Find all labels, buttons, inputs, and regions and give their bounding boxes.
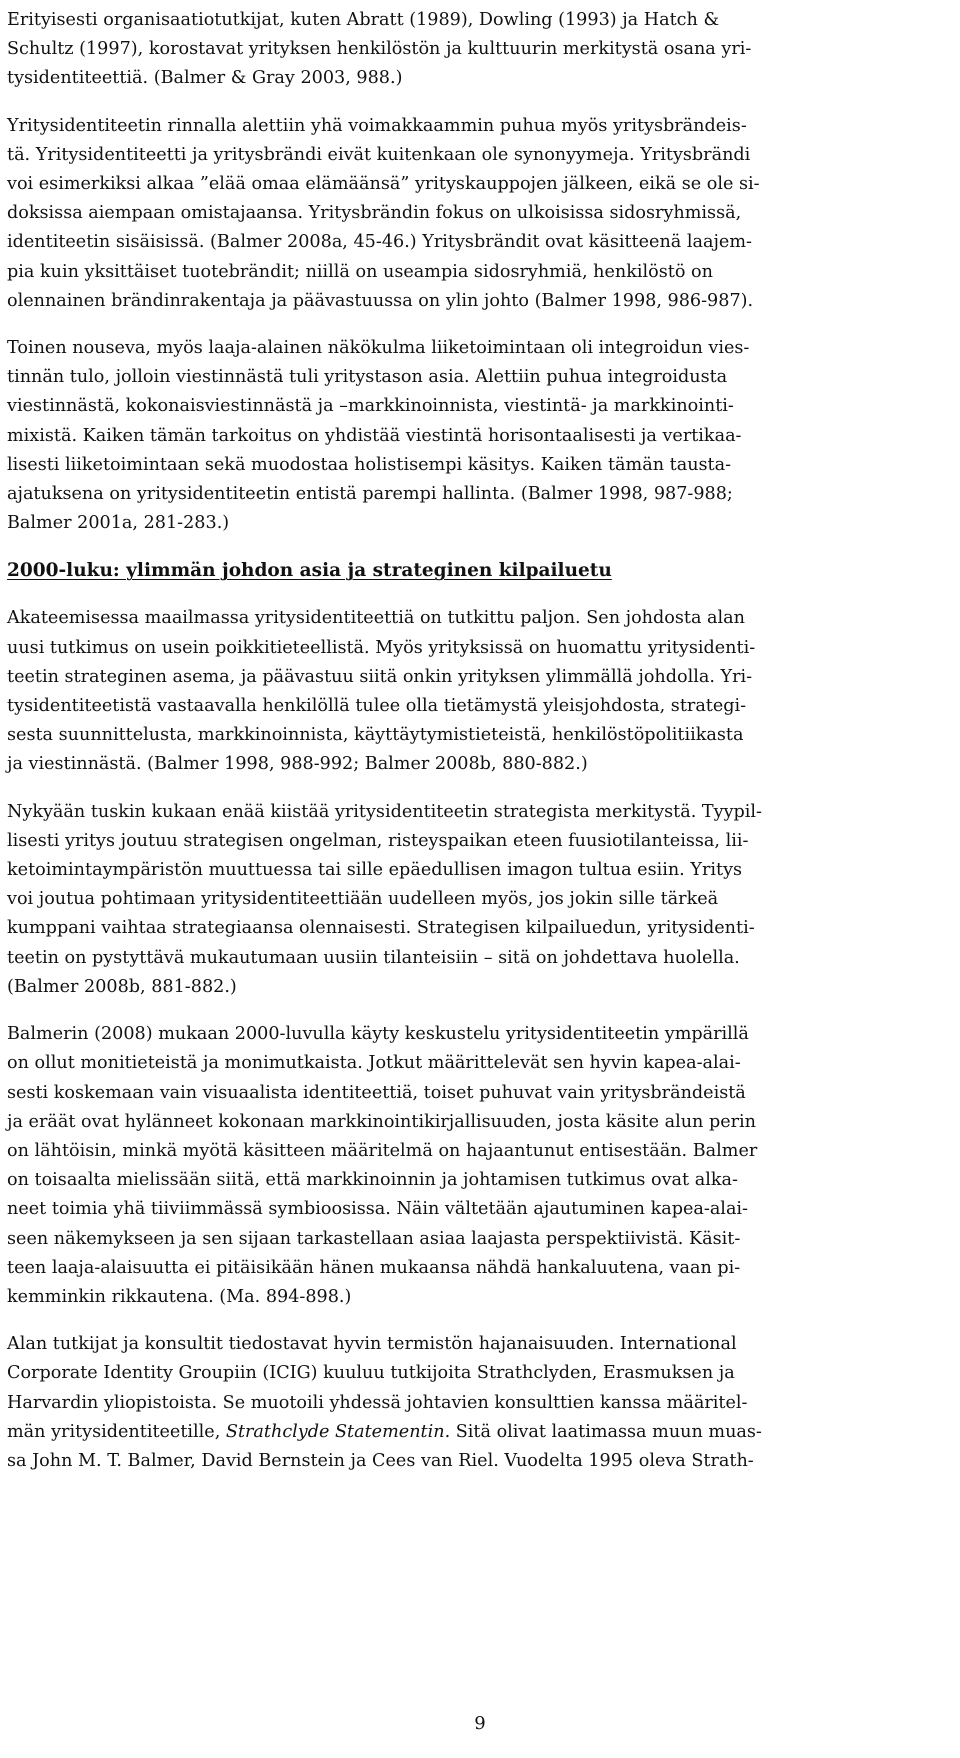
text-line: neet toimia yhä tiiviimmässä symbioosissa. Näin vältetään ajautuminen kapea-alai- xyxy=(7,1199,748,1220)
text-line: teetin on pystyttävä mukautumaan uusiin tilanteisiin – sitä on johdettava huolella. xyxy=(7,947,740,968)
text-line: identiteetin sisäisissä. (Balmer 2008a, 45-46.) Yritysbrändit ovat käsitteenä laajem- xyxy=(7,232,752,253)
text-line-with-italic xyxy=(7,1418,947,1447)
text-line: pia kuin yksittäiset tuotebrändit; niillä on useampia sidosryhmiä, henkilöstö on xyxy=(7,261,713,282)
text-line: sesti koskemaan vain visuaalista identiteettiä, toiset puhuvat vain yritysbrändeistä xyxy=(7,1082,746,1103)
text-line: tä. Yritysidentiteetti ja yritysbrändi eivät kuitenkaan ole synonyymeja. Yritysbrändi xyxy=(7,144,751,165)
paragraph-organisation-researchers xyxy=(7,6,947,94)
text-line: Yritysidentiteetin rinnalla alettiin yhä voimakkaammin puhua myös yritysbrändeis- xyxy=(7,115,747,136)
paragraph-spacer xyxy=(7,780,947,798)
text-line: tinnän tulo, jolloin viestinnästä tuli yritystason asia. Alettiin puhua integroidusta xyxy=(7,367,728,388)
paragraph-icig xyxy=(7,1330,947,1476)
text-segment: . Sitä olivat laatimassa muun muas- xyxy=(444,1421,762,1442)
text-line: kumppani vaihtaa strategiaansa olennaisesti. Strategisen kilpailuedun, yritysidenti- xyxy=(7,918,755,939)
paragraph-corporate-brands xyxy=(7,112,947,316)
paragraph-spacer xyxy=(7,94,947,112)
text-line: Alan tutkijat ja konsultit tiedostavat hyvin termistön hajanaisuuden. International xyxy=(7,1334,737,1355)
text-line: ketoimintaympäristön muuttuessa tai sille epäedullisen imagon tultua esiin. Yritys xyxy=(7,860,743,881)
text-line: tysidentiteettiä. (Balmer & Gray 2003, 988.) xyxy=(7,68,403,89)
text-line: Corporate Identity Groupiin (ICIG) kuuluu tutkijoita Strathclyden, Erasmuksen ja xyxy=(7,1363,735,1384)
paragraph-spacer xyxy=(7,1002,947,1020)
text-line: teen laaja-alaisuutta ei pitäisikään hänen mukaansa nähdä hankaluutena, vaan pi- xyxy=(7,1257,741,1278)
section-heading: 2000-luku: ylimmän johdon asia ja strateginen kilpailuetu xyxy=(7,560,612,582)
paragraph-spacer xyxy=(7,316,947,334)
paragraph-academic-research xyxy=(7,604,947,779)
text-line: on ollut monitieteistä ja monimutkaista. Jotkut määrittelevät sen hyvin kapea-alai- xyxy=(7,1053,741,1074)
text-line: sa John M. T. Balmer, David Bernstein ja Cees van Riel. Vuodelta 1995 oleva Strath- xyxy=(7,1450,754,1471)
text-line: Erityisesti organisaatiotutkijat, kuten Abratt (1989), Dowling (1993) ja Hatch & xyxy=(7,10,720,30)
text-line: viestinnästä, kokonaisviestinnästä ja –markkinoinnista, viestintä- ja markkinointi- xyxy=(7,396,734,417)
text-line: lisesti yritys joutuu strategisen ongelman, risteyspaikan eteen fuusiotilanteissa, lii- xyxy=(7,830,749,851)
text-line: Harvardin yliopistoista. Se muotoili yhdessä johtavien konsulttien kanssa määritel- xyxy=(7,1392,748,1413)
text-line: doksissa aiempaan omistajaansa. Yritysbrändin fokus on ulkoisissa sidosryhmissä, xyxy=(7,203,742,224)
text-line: uusi tutkimus on usein poikkitieteellistä. Myös yrityksissä on huomattu yritysidenti- xyxy=(7,637,756,658)
text-line: sesta suunnittelusta, markkinoinnista, käyttäytymistieteistä, henkilöstöpolitiikasta xyxy=(7,725,744,746)
text-segment: män yritysidentiteetille, xyxy=(7,1421,226,1442)
text-line: Balmer 2001a, 281-283.) xyxy=(7,513,230,534)
text-line: mixistä. Kaiken tämän tarkoitus on yhdistää viestintä horisontaalisesti ja vertikaa- xyxy=(7,425,742,446)
text-line: on lähtöisin, minkä myötä käsitteen määritelmä on hajaantunut entisestään. Balmer xyxy=(7,1140,758,1161)
text-line: seen näkemykseen ja sen sijaan tarkastellaan asiaa laajasta perspektiivistä. Käsit- xyxy=(7,1228,741,1249)
text-line: Toinen nouseva, myös laaja-alainen näkökulma liiketoimintaan oli integroidun vies- xyxy=(7,338,750,359)
text-line: (Balmer 2008b, 881-882.) xyxy=(7,976,237,997)
paragraph-integrated-communication xyxy=(7,334,947,538)
text-line: olennainen brändinrakentaja ja päävastuussa on ylin johto (Balmer 1998, 986-987). xyxy=(7,290,754,311)
text-line: teetin strateginen asema, ja päävastuu siitä onkin yrityksen ylimmällä johdolla. Yri- xyxy=(7,666,753,687)
paragraph-balmer-2008 xyxy=(7,1020,947,1312)
text-line: Balmerin (2008) mukaan 2000-luvulla käyty keskustelu yritysidentiteetin ympärillä xyxy=(7,1024,749,1045)
page-number: 9 xyxy=(474,1713,486,1734)
text-line: ajatuksena on yritysidentiteetin entistä parempi hallinta. (Balmer 1998, 987-988; xyxy=(7,484,733,505)
text-line: voi joutua pohtimaan yritysidentiteettiään uudelleen myös, jos jokin sille tärkeä xyxy=(7,889,719,910)
text-line: Akateemisessa maailmassa yritysidentiteettiä on tutkittu paljon. Sen johdosta alan xyxy=(7,608,745,629)
text-line: Schultz (1997), korostavat yrityksen henkilöstön ja kulttuurin merkitystä osana yri- xyxy=(7,39,752,60)
text-line: tysidentiteetistä vastaavalla henkilöllä tulee olla tietämystä yleisjohdosta, strategi- xyxy=(7,696,747,717)
paragraph-spacer xyxy=(7,586,947,604)
paragraph-strategic-importance xyxy=(7,798,947,1002)
italic-title: Strathclyde Statementin xyxy=(225,1421,445,1442)
paragraph-spacer xyxy=(7,1312,947,1330)
text-line: ja viestinnästä. (Balmer 1998, 988-992; Balmer 2008b, 880-882.) xyxy=(7,754,588,775)
paragraph-spacer xyxy=(7,538,947,556)
text-line: kemminkin rikkautena. (Ma. 894-898.) xyxy=(7,1286,352,1307)
document-page xyxy=(7,6,947,1476)
text-line: ja eräät ovat hylänneet kokonaan markkinointikirjallisuuden, josta käsite alun perin xyxy=(7,1111,756,1132)
text-line: on toisaalta mielissään siitä, että markkinoinnin ja johtamisen tutkimus ovat alka- xyxy=(7,1170,738,1191)
text-line: voi esimerkiksi alkaa ”elää omaa elämäänsä” yrityskauppojen jälkeen, eikä se ole si- xyxy=(7,174,760,195)
text-line: lisesti liiketoimintaan sekä muodostaa holistisempi käsitys. Kaiken tämän tausta- xyxy=(7,454,732,475)
text-line: Nykyään tuskin kukaan enää kiistää yritysidentiteetin strategista merkitystä. Tyypil- xyxy=(7,801,762,822)
